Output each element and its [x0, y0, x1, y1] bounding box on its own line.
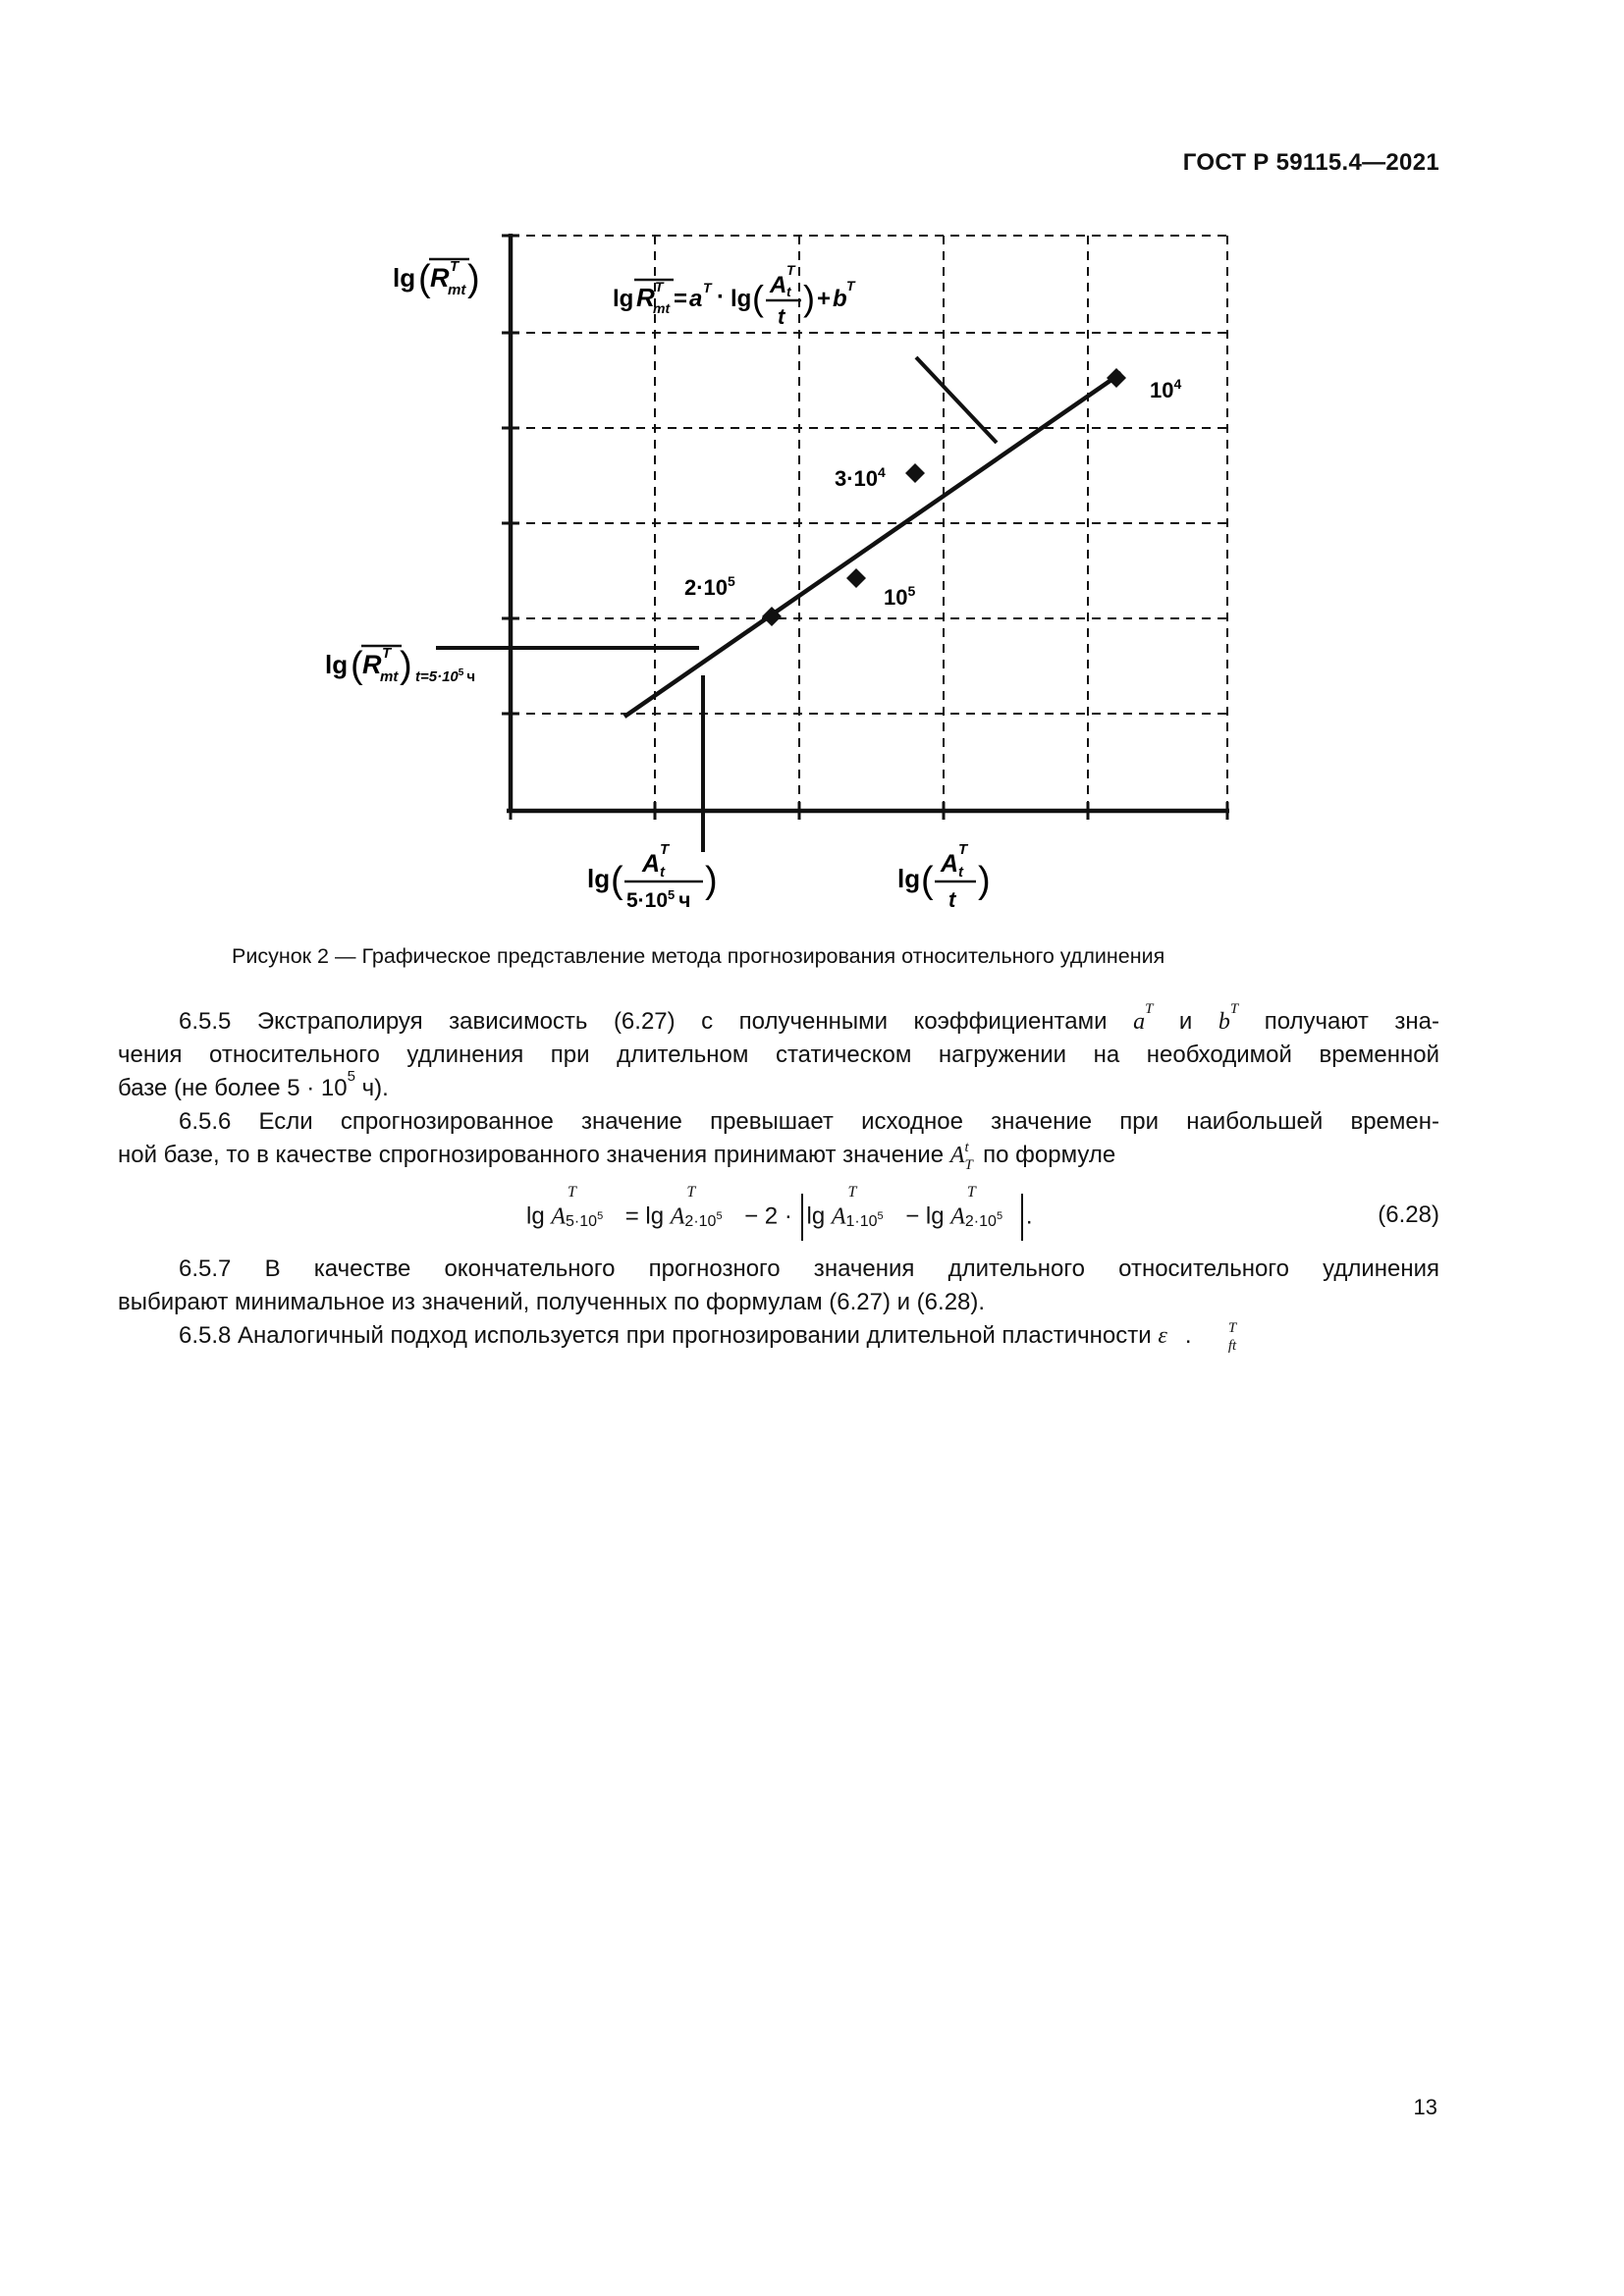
- formula-number: (6.28): [1378, 1201, 1439, 1228]
- svg-text:A: A: [770, 272, 787, 298]
- point-label: $10^4$: [1150, 376, 1182, 402]
- paragraph-6-5-7: 6.5.7 В качестве окончательного прогнозного значения длительного относительного удлинения выбирают минимальное из значений, полученных по формулам (6.27) и (6.28).: [118, 1255, 1439, 1315]
- svg-text:(: (: [418, 258, 431, 299]
- svg-text:A: A: [941, 850, 959, 878]
- svg-text:(: (: [921, 860, 934, 901]
- svg-text:5·105ч: $5\cdot 10^5$ ч: [626, 887, 691, 912]
- point-label: $10^5$: [884, 583, 916, 610]
- svg-text:t: t: [778, 304, 785, 329]
- svg-text:+: +: [817, 286, 832, 312]
- document-code: ГОСТ Р 59115.4—2021: [1182, 149, 1439, 176]
- svg-text:lg: lg: [613, 286, 634, 312]
- svg-text:t: t: [660, 864, 665, 881]
- point-label: $2\cdot 10^5$: [684, 573, 735, 600]
- x-axis-label-right: [897, 841, 991, 912]
- svg-text:t=5·105ч: $t=5\cdot 10^5$ ч: [415, 667, 476, 685]
- grid-lines: [511, 236, 1227, 810]
- paragraph-6-5-5: 6.5.5 Экстраполируя зависимость (6.27) с полученными коэффициентами $a^T$ и $b^T$ получают зна- чения относительного удлинения при длительном статическом нагружении на необходимой временной базе (не более $5 \cdot 10^5$ ч).: [118, 1001, 1439, 1101]
- svg-text:): ): [705, 860, 718, 901]
- svg-text:(: (: [611, 860, 623, 901]
- svg-text:lg: lg: [731, 286, 752, 312]
- formula-6-28-expression: lg A T $5\cdot 10^5$ = lg A T $2\cdot 10^5$ − 2 · lg A T $1\cdot 10^5$ − lg A T $2\cdot 10^5$ .: [526, 1194, 1033, 1241]
- svg-text:T: T: [958, 841, 968, 858]
- svg-text:mt: mt: [448, 282, 466, 298]
- svg-text:): ): [467, 258, 480, 299]
- svg-text:mt: mt: [380, 668, 399, 685]
- svg-text:t: t: [786, 284, 791, 299]
- svg-text:R: R: [362, 650, 382, 679]
- axis-ticks: [502, 236, 1227, 820]
- svg-text:(: (: [351, 645, 363, 686]
- plot-formula: [613, 262, 856, 329]
- svg-text:T: T: [660, 841, 670, 858]
- svg-text:mt: mt: [653, 300, 671, 316]
- svg-text:A: A: [642, 850, 661, 878]
- slanted-marker-line: [916, 357, 997, 443]
- svg-text:=: =: [674, 286, 688, 312]
- svg-text:lg: lg: [587, 864, 611, 893]
- chart-svg: [0, 0, 1624, 942]
- figure-2: [0, 0, 1624, 942]
- page-number: 13: [1413, 2095, 1437, 2119]
- svg-text:): ): [978, 860, 991, 901]
- svg-text:t: t: [948, 887, 956, 912]
- axes: [507, 234, 1229, 813]
- svg-text:T: T: [450, 258, 460, 275]
- svg-text:T: T: [703, 280, 712, 295]
- svg-text:R: R: [636, 283, 655, 312]
- figure-caption: Рисунок 2 — Графическое представление метода прогнозирования относительного удлинения: [232, 944, 1165, 968]
- y-axis-label-top: [393, 258, 480, 299]
- svg-text:t: t: [958, 864, 963, 881]
- svg-text:b: b: [833, 286, 847, 312]
- data-point: [846, 568, 866, 588]
- svg-text:lg: lg: [393, 263, 416, 293]
- data-point: [905, 463, 925, 483]
- y-axis-label-mid: [325, 645, 475, 686]
- paragraph-6-5-6: 6.5.6 Если спрогнозированное значение превышает исходное значение при наибольшей времен- ной базе, то в качестве спрогнозированного значения принимают значение A t T по формуле: [118, 1108, 1439, 1173]
- svg-text:lg: lg: [897, 864, 921, 893]
- point-label: $3\cdot 10^4$: [835, 464, 886, 491]
- svg-text:T: T: [382, 645, 392, 662]
- svg-text:lg: lg: [325, 650, 349, 679]
- x-axis-label-left: [587, 841, 718, 912]
- svg-text:T: T: [786, 262, 795, 278]
- formula-6-28: [0, 1184, 1624, 1253]
- paragraph-6-5-8: 6.5.8 Аналогичный подход используется при прогнозировании длительной пластичности ε T ft .: [179, 1320, 1237, 1354]
- svg-text:·: ·: [717, 284, 725, 310]
- svg-text:T: T: [655, 279, 664, 294]
- data-point: [1107, 368, 1126, 388]
- svg-text:): ): [803, 278, 815, 318]
- svg-text:R: R: [430, 263, 450, 293]
- svg-text:T: T: [846, 278, 855, 294]
- svg-text:a: a: [689, 286, 703, 312]
- regression-line: [624, 373, 1121, 717]
- svg-text:): ): [400, 645, 412, 686]
- svg-text:(: (: [752, 278, 764, 318]
